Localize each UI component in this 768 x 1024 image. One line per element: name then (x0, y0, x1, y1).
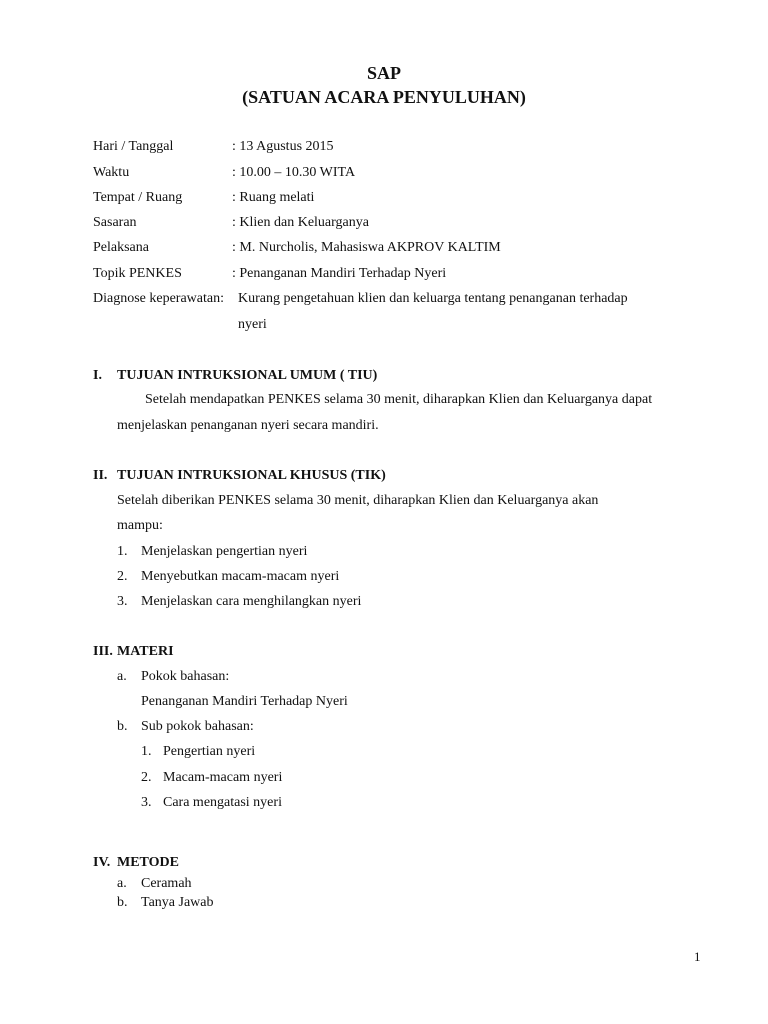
section-number: II. (93, 468, 108, 483)
info-value: : Ruang melati (232, 190, 315, 205)
list-item: Tanya Jawab (141, 895, 214, 910)
info-label: Waktu (93, 165, 130, 180)
section-heading: TUJUAN INTRUKSIONAL UMUM ( TIU) (117, 368, 378, 383)
list-item: Ceramah (141, 876, 192, 891)
info-label: Tempat / Ruang (93, 190, 183, 205)
list-item-number: 2. (117, 569, 128, 584)
list-item-number: 2. (141, 770, 152, 785)
list-marker: a. (117, 876, 127, 891)
document-title: SAP (366, 63, 401, 83)
section-heading: MATERI (117, 644, 174, 659)
info-value: : Penanganan Mandiri Terhadap Nyeri (232, 266, 447, 281)
list-item: Menjelaskan cara menghilangkan nyeri (141, 594, 362, 609)
diagnose-text: Kurang pengetahuan klien dan keluarga tentang penanganan terhadap (238, 291, 628, 306)
info-label: Topik PENKES (93, 266, 182, 281)
list-marker: b. (117, 719, 128, 734)
info-label: Sasaran (93, 215, 137, 230)
pokok-bahasan-label: Pokok bahasan: (141, 669, 230, 684)
document-subtitle: (SATUAN ACARA PENYULUHAN) (242, 87, 526, 107)
section-paragraph: Setelah mendapatkan PENKES selama 30 menit, diharapkan Klien dan Keluarganya dapat (145, 392, 653, 407)
list-marker: a. (117, 669, 127, 684)
list-item: Macam-macam nyeri (163, 770, 283, 785)
list-item-number: 3. (141, 795, 152, 810)
page-number: 1 (694, 949, 701, 964)
info-value: : M. Nurcholis, Mahasiswa AKPROV KALTIM (232, 240, 501, 255)
list-item: Cara mengatasi nyeri (163, 795, 282, 810)
diagnose-label: Diagnose keperawatan: (93, 291, 224, 306)
info-value: : Klien dan Keluarganya (232, 215, 369, 230)
list-item-number: 1. (141, 744, 152, 759)
section-number: IV. (93, 855, 111, 870)
list-item: Menjelaskan pengertian nyeri (141, 544, 308, 559)
list-item-number: 3. (117, 594, 128, 609)
list-marker: b. (117, 895, 128, 910)
section-number: I. (93, 368, 102, 383)
section-heading: METODE (117, 855, 179, 870)
info-value: : 10.00 – 10.30 WITA (232, 165, 356, 180)
info-value: : 13 Agustus 2015 (232, 139, 334, 154)
diagnose-text-continued: nyeri (238, 317, 267, 332)
pokok-bahasan-text: Penanganan Mandiri Terhadap Nyeri (141, 694, 348, 709)
section-heading: TUJUAN INTRUKSIONAL KHUSUS (TIK) (117, 468, 386, 483)
list-item-number: 1. (117, 544, 128, 559)
sub-pokok-bahasan-label: Sub pokok bahasan: (141, 719, 254, 734)
section-number: III. (93, 644, 113, 659)
info-label: Hari / Tanggal (93, 139, 174, 154)
section-paragraph: Setelah diberikan PENKES selama 30 menit, diharapkan Klien dan Keluarganya akan (117, 493, 599, 508)
section-paragraph-continued: menjelaskan penanganan nyeri secara mandiri. (117, 418, 379, 433)
section-paragraph-continued: mampu: (117, 518, 163, 533)
list-item: Menyebutkan macam-macam nyeri (141, 569, 340, 584)
list-item: Pengertian nyeri (163, 744, 256, 759)
info-label: Pelaksana (93, 240, 149, 255)
